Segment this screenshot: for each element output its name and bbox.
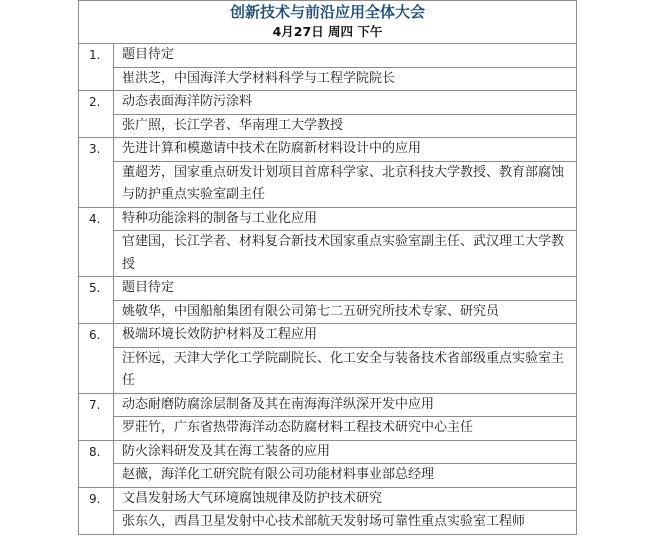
talk-topic: 动态耐磨防腐涂层制备及其在南海海洋纵深开发中应用	[114, 394, 576, 418]
talk-content	[114, 324, 577, 394]
talk-speaker: 官建国，长江学者、材料复合新技术国家重点实验室副主任、武汉理工大学教授	[122, 234, 565, 272]
agenda-row	[79, 91, 577, 138]
talk-topic: 动态表面海洋防污涂料	[114, 91, 576, 115]
agenda-row	[79, 277, 577, 324]
session-title: 创新技术与前沿应用全体大会	[230, 3, 426, 21]
talk-number: 2.	[79, 91, 114, 138]
agenda-row	[79, 324, 577, 394]
agenda-row	[79, 138, 577, 208]
talk-topic: 题目待定	[114, 44, 576, 68]
talk-content	[114, 44, 577, 91]
talk-speaker: 赵薇，海洋化工研究院有限公司功能材料事业部总经理	[122, 467, 435, 482]
agenda-row	[79, 207, 577, 277]
talk-topic: 文昌发射场大气环境腐蚀规律及防护技术研究	[114, 488, 576, 512]
talk-topic: 防火涂料研发及其在海工装备的应用	[114, 441, 576, 465]
talk-content	[114, 138, 577, 208]
talk-number: 5.	[79, 277, 114, 324]
talk-speaker: 姚敬华，中国船舶集团有限公司第七二五研究所技术专家、研究员	[122, 303, 500, 319]
talk-speaker: 张东久，西昌卫星发射中心技术部航天发射场可靠性重点实验室工程师	[122, 514, 526, 529]
talk-content	[114, 440, 577, 487]
talk-speaker: 罗莊竹，广东省热带海洋动态防腐材料工程技术研究中心主任	[122, 420, 474, 435]
talk-content	[114, 487, 577, 534]
talk-topic: 题目待定	[114, 277, 576, 301]
agenda-table	[78, 0, 577, 535]
talk-content	[114, 277, 577, 324]
talk-number: 3.	[79, 138, 114, 208]
agenda-document	[78, 0, 576, 535]
talk-content	[114, 91, 577, 138]
header-cell	[79, 1, 577, 44]
talk-number: 8.	[79, 440, 114, 487]
talk-speaker: 崔洪芝，中国海洋大学材料科学与工程学院院长	[122, 70, 396, 86]
talk-speaker: 张广照，长江学者、华南理工大学教授	[122, 117, 344, 133]
talk-number: 9.	[79, 487, 114, 534]
header-row	[79, 1, 577, 44]
talk-speaker: 董超芳，国家重点研发计划项目首席科学家、北京科技大学教授、教育部腐蚀与防护重点实验室副主任	[122, 164, 565, 202]
session-date: 4月27日 周四 下午	[272, 24, 383, 39]
talk-content	[114, 393, 577, 440]
talk-number: 4.	[79, 207, 114, 277]
talk-topic: 先进计算和模邀请中技术在防腐新材料设计中的应用	[114, 138, 576, 162]
talk-number: 1.	[79, 44, 114, 91]
agenda-row	[79, 44, 577, 91]
talk-number: 7.	[79, 393, 114, 440]
agenda-row	[79, 393, 577, 440]
agenda-row	[79, 487, 577, 534]
talk-number: 6.	[79, 324, 114, 394]
talk-topic: 特种功能涂料的制备与工业化应用	[114, 208, 576, 232]
talk-speaker: 汪怀远，天津大学化工学院副院长、化工安全与装备技术省部级重点实验室主任	[122, 350, 565, 388]
talk-content	[114, 207, 577, 277]
talk-topic: 极端环境长效防护材料及工程应用	[114, 324, 576, 348]
agenda-row	[79, 440, 577, 487]
